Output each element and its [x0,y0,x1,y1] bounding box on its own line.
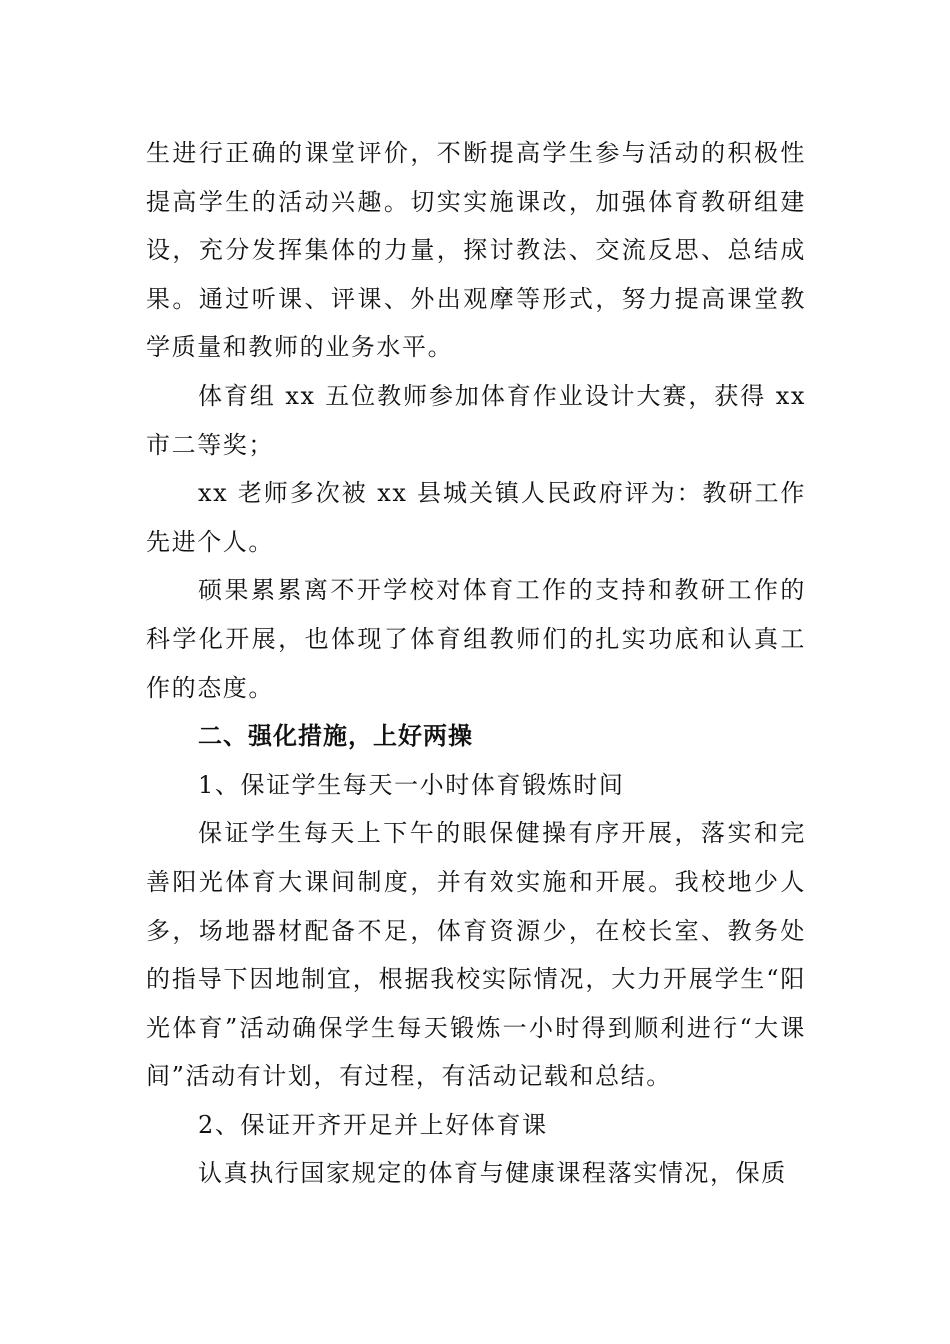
body-paragraph-continued: 生进行正确的课堂评价，不断提高学生参与活动的积极性提高学生的活动兴趣。切实实施课改，加强体育教研组建设，充分发挥集体的力量，探讨教法、交流反思、总结成果。通过听课、评课、外出观摩等形式，努力提高课堂教学质量和教师的业务水平。 [146,139,806,362]
body-paragraph-honor: xx 老师多次被 xx 县城关镇人民政府评为：教研工作先进个人。 [146,479,806,556]
subsection-body-1: 保证学生每天上下午的眼保健操有序开展，落实和完善阳光体育大课间制度，并有效实施和开展。我校地少人多，场地器材配备不足，体育资源少，在校长室、教务处的指导下因地制宜，根据我校实际情况，大力开展学生“阳光体育”活动确保学生每天锻炼一小时得到顺利进行“大课间”活动有计划，有过程，有活动记载和总结。 [146,819,806,1091]
body-paragraph-award: 体育组 xx 五位教师参加体育作业设计大赛，获得 xx 市二等奖； [146,381,806,459]
subsection-body-2: 认真执行国家规定的体育与健康课程落实情况，保质 [198,1159,787,1188]
subsection-title-2: 2、保证开齐开足并上好体育课 [198,1110,548,1139]
section-heading: 二、强化措施，上好两操 [198,722,473,751]
subsection-title-1: 1、保证学生每天一小时体育锻炼时间 [198,770,625,799]
body-paragraph-summary: 硕果累累离不开学校对体育工作的支持和教研工作的科学化开展，也体现了体育组教师们的扎实功底和认真工作的态度。 [146,576,806,702]
document-page [146,129,806,1198]
